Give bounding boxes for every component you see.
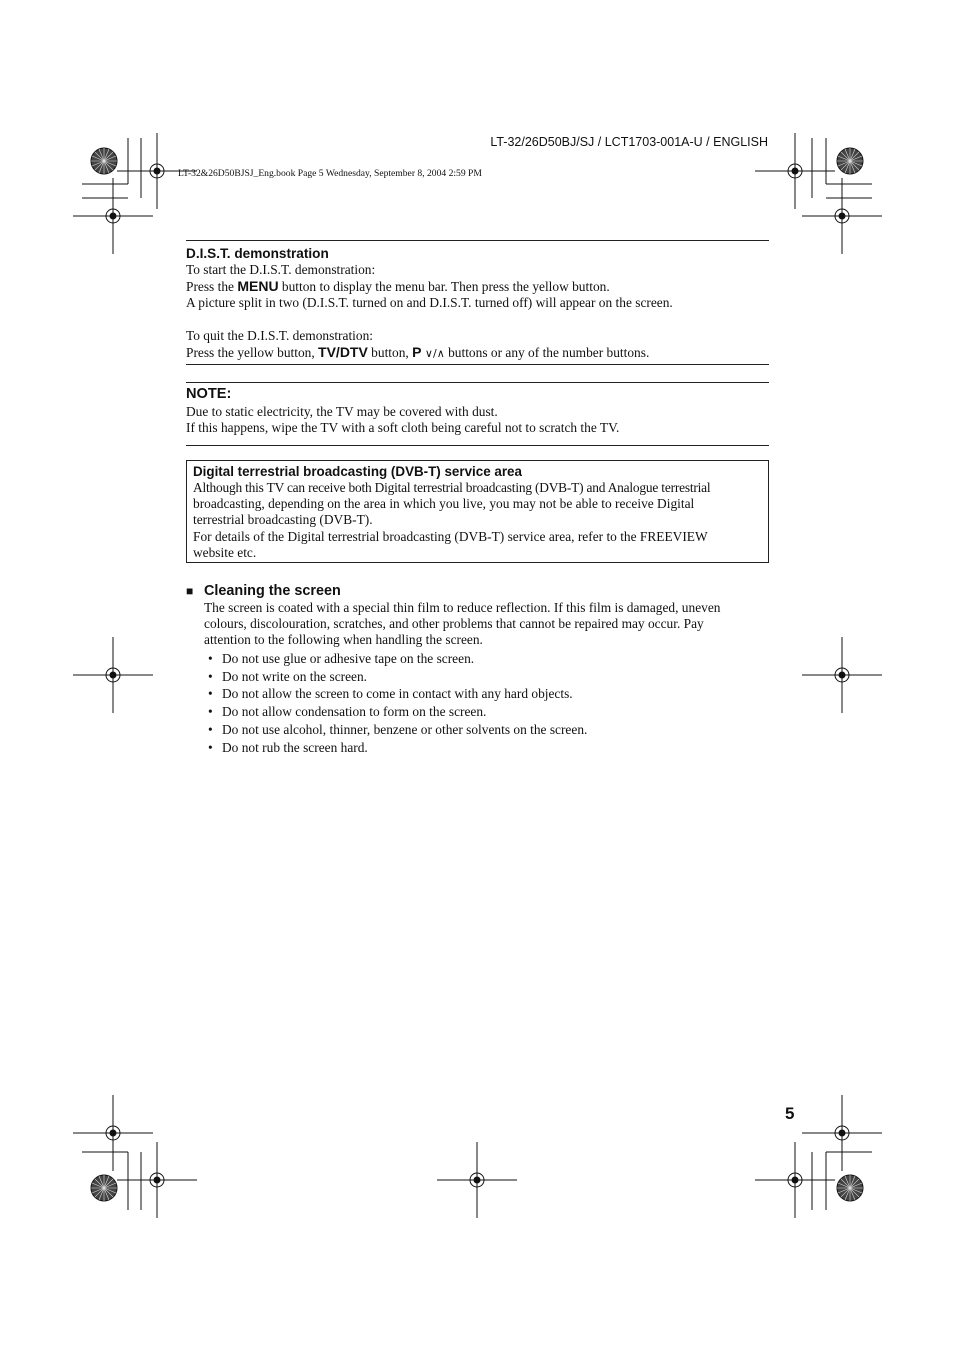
cleaning-line-3: attention to the following when handling the screen.: [204, 632, 483, 648]
book-info: LT-32&26D50BJSJ_Eng.book Page 5 Wednesday, September 8, 2004 2:59 PM: [178, 168, 482, 179]
p-key-label: P: [412, 343, 422, 360]
dist-line-5: [186, 344, 769, 362]
dvbt-line-4: For details of the Digital terrestrial broadcasting (DVB-T) service area, refer to the FREEVIEW: [193, 528, 708, 544]
cleaning-bullet-list: [204, 650, 769, 757]
list-item: • Do not write on the screen.: [204, 668, 769, 686]
page-number: 5: [785, 1104, 795, 1123]
dist-line-5-post: buttons or any of the number buttons.: [444, 344, 650, 360]
cleaning-section: [186, 582, 769, 757]
dvbt-line-2: broadcasting, depending on the area in which you live, you may not be able to receive Digital: [193, 496, 695, 512]
dist-line-5-pre: Press the yellow button,: [186, 344, 319, 360]
cleaning-line-1: The screen is coated with a special thin film to reduce reflection. If this film is damaged, uneven: [204, 600, 721, 615]
dist-heading: D.I.S.T. demonstration: [186, 246, 329, 261]
list-item: • Do not use alcohol, thinner, benzene or other solvents on the screen.: [204, 721, 769, 739]
dist-line-3: A picture split in two (D.I.S.T. turned on and D.I.S.T. turned off) will appear on the screen.: [186, 295, 673, 311]
cleaning-heading: Cleaning the screen: [204, 583, 341, 599]
list-item: • Do not rub the screen hard.: [204, 739, 769, 757]
list-item: • Do not allow condensation to form on the screen.: [204, 703, 769, 721]
list-item: • Do not use glue or adhesive tape on the screen.: [204, 650, 769, 668]
note-section: [186, 384, 769, 436]
dist-line-2: [186, 278, 769, 295]
note-line-2: If this happens, wipe the TV with a soft cloth being careful not to scratch the TV.: [186, 420, 620, 436]
dist-top-rule: [186, 240, 769, 241]
dist-bottom-rule: [186, 364, 769, 365]
cleaning-line-2: colours, discolouration, scratches, and other problems that cannot be repaired may occur. Pay: [204, 616, 704, 632]
dist-line-2-pre: Press the: [186, 279, 238, 295]
list-item: • Do not allow the screen to come in contact with any hard objects.: [204, 685, 769, 703]
note-title: NOTE:: [186, 386, 232, 402]
dvbt-heading: Digital terrestrial broadcasting (DVB-T) service area: [193, 464, 522, 479]
dvbt-line-1: Although this TV can receive both Digital terrestrial broadcasting (DVB-T) and Analogue terrestrial: [193, 480, 711, 495]
document-reference: LT-32/26D50BJ/SJ / LCT1703-001A-U / ENGLISH: [490, 135, 768, 149]
note-top-rule: [186, 382, 769, 383]
tv-dtv-key-label: TV/DTV: [318, 343, 368, 360]
dvbt-line-3: terrestrial broadcasting (DVB-T).: [193, 512, 373, 528]
dist-section: [186, 245, 769, 362]
dvbt-info-box: [186, 460, 769, 563]
note-bottom-rule: [186, 445, 769, 446]
dist-line-5-mid: button,: [367, 344, 413, 360]
dist-line-2-post: button to display the menu bar. Then press the yellow button.: [278, 279, 610, 295]
dvbt-line-5: website etc.: [193, 544, 257, 560]
up-down-arrows-icon: ∨/∧: [421, 346, 445, 360]
dist-line-1: To start the D.I.S.T. demonstration:: [186, 262, 376, 277]
menu-key-label: MENU: [237, 278, 279, 295]
dist-line-4: To quit the D.I.S.T. demonstration:: [186, 327, 374, 343]
note-line-1: Due to static electricity, the TV may be covered with dust.: [186, 404, 498, 419]
square-bullet-icon: ■: [186, 584, 194, 598]
